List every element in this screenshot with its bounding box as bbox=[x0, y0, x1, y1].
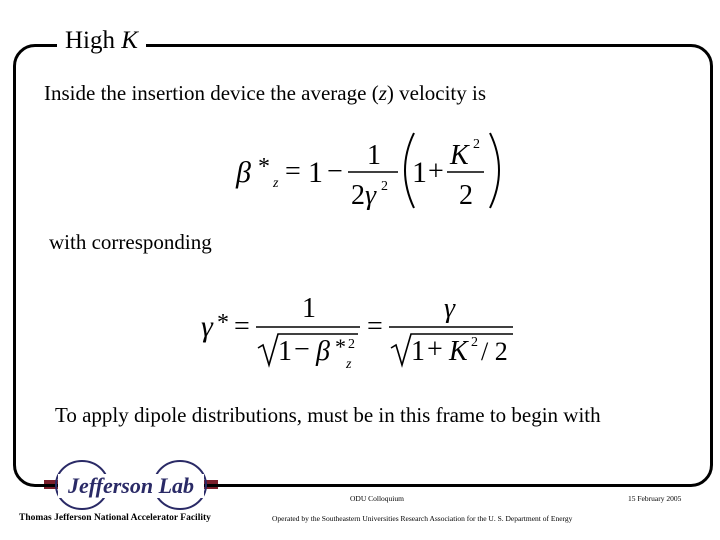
eq2-sub-z: z bbox=[346, 357, 352, 372]
eq2-equals2: = bbox=[367, 311, 383, 342]
eq1-inner-den: 2 bbox=[459, 180, 473, 211]
eq1-num: 1 bbox=[367, 140, 381, 171]
equation-gamma-star bbox=[196, 290, 521, 375]
eq2-equals: = bbox=[234, 311, 250, 342]
lab-name: Thomas Jefferson National Accelerator Facility bbox=[19, 513, 211, 523]
eq1-K-sq: 2 bbox=[473, 137, 480, 152]
eq2-beta-sq: 2 bbox=[348, 337, 355, 352]
dipole-text: To apply dipole distributions, must be in this frame to begin with bbox=[55, 403, 601, 427]
eq1-inner-one: 1 bbox=[412, 156, 427, 189]
date-label: 15 February 2005 bbox=[628, 494, 682, 503]
eq1-minus: − bbox=[327, 156, 343, 187]
eq1-beta: β bbox=[236, 156, 251, 189]
eq1-one: 1 bbox=[308, 156, 323, 189]
eq2-num-one: 1 bbox=[302, 293, 316, 324]
eq1-equals: = bbox=[285, 156, 301, 187]
slide-title: High K bbox=[57, 26, 146, 56]
eq1-star: * bbox=[258, 154, 270, 180]
eq2-gamma: γ bbox=[201, 310, 213, 343]
equation-beta-z bbox=[228, 128, 508, 213]
colloquium-label: ODU Colloquium bbox=[350, 494, 404, 503]
jefferson-lab-logo bbox=[38, 458, 224, 518]
eq1-sub-z: z bbox=[273, 176, 279, 191]
eq1-plus: + bbox=[428, 156, 444, 187]
intro-text: Inside the insertion device the average (z) velocity is bbox=[44, 81, 487, 105]
eq2-div: / 2 bbox=[481, 337, 508, 366]
eq2-root2-one: 1 bbox=[411, 336, 425, 367]
corresponding-text: with corresponding bbox=[49, 230, 212, 254]
eq2-star: * bbox=[217, 310, 229, 336]
eq2-beta: β bbox=[316, 336, 330, 367]
eq1-K: K bbox=[450, 140, 469, 171]
operator-label: Operated by the Southeastern Universities Research Association for the U. S. Department of Energy bbox=[272, 514, 573, 523]
eq1-gamma: γ bbox=[365, 180, 377, 211]
eq1-right-paren bbox=[490, 133, 499, 208]
eq2-K: K bbox=[449, 336, 468, 367]
eq2-root-one: 1 bbox=[278, 336, 292, 367]
eq2-num-gamma: γ bbox=[444, 293, 456, 324]
eq1-den-two: 2 bbox=[351, 180, 365, 211]
eq2-minus: − bbox=[294, 334, 310, 365]
logo-text: Jefferson Lab bbox=[67, 473, 195, 498]
eq2-beta-star: * bbox=[335, 334, 346, 359]
eq2-K-sq: 2 bbox=[471, 335, 478, 350]
eq1-gamma-sq: 2 bbox=[381, 179, 388, 194]
eq2-plus: + bbox=[427, 334, 443, 365]
